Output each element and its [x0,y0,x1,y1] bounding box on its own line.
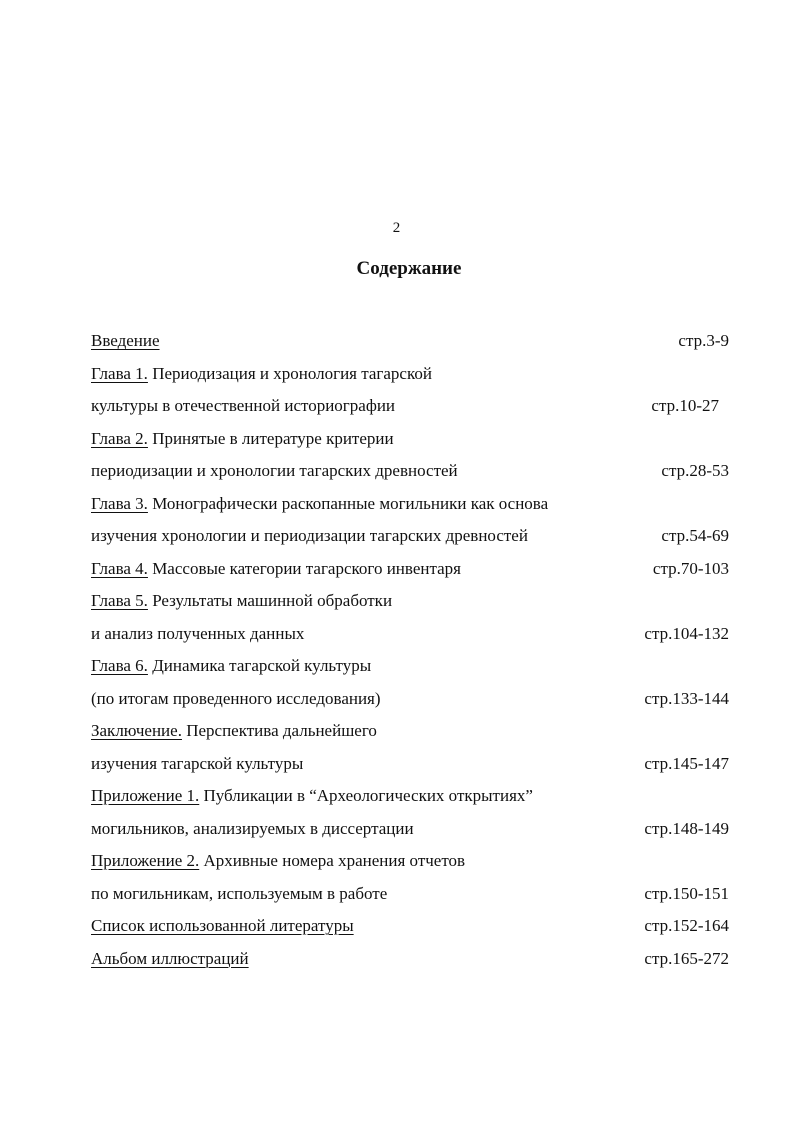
toc-entry-title-cont: изучения хронологии и периодизации тагарских древностей [91,526,528,545]
toc-entry-label[interactable]: Список использованной литературы [91,916,354,935]
toc-entry-pages: стр.54-69 [661,526,729,545]
toc-entry-appendix-2-cont [91,881,731,914]
toc-entry-appendix-1-cont [91,816,731,849]
toc-entry-title: Принятые в литературе критерии [147,428,394,448]
toc-entry-pages: стр.145-147 [644,753,729,773]
toc-entry-label[interactable]: Глава 2. [91,428,148,448]
toc-entry-chapter-6-cont [91,686,731,719]
toc-entry-title-cont: могильников, анализируемых в диссертации [91,818,414,838]
toc-entry-title: Архивные номера хранения отчетов [199,851,466,870]
toc-entry-title-cont: по могильникам, используемым в работе [91,883,388,903]
toc-entry-label[interactable]: Приложение 2. [91,851,200,870]
toc-entry-introduction [91,328,731,361]
toc-entry-title-cont: и анализ полученных данных [91,623,305,643]
toc-entry-chapter-5-cont [91,621,731,654]
toc-entry-label[interactable]: Глава 3. [91,493,148,513]
toc-entry-label[interactable]: Приложение 1. [91,786,200,805]
toc-entry-title: Динамика тагарской культуры [147,656,372,675]
toc-entry-pages: стр.104-132 [644,623,729,643]
table-of-contents [91,328,731,978]
toc-entry-title-cont: (по итогам проведенного исследования) [91,688,381,708]
toc-entry-chapter-4 [91,556,731,589]
toc-entry-conclusion [91,718,731,751]
toc-entry-title-cont: культуры в отечественной историографии [91,396,396,415]
toc-entry-title: Массовые категории тагарского инвентаря [147,558,461,578]
toc-entry-appendix-2 [91,848,731,881]
toc-entry-chapter-5 [91,588,731,621]
toc-entry-label[interactable]: Глава 1. [91,363,148,383]
toc-entry-illustrations [91,946,731,979]
page-number: 2 [392,220,401,236]
toc-entry-label[interactable]: Глава 5. [91,591,148,610]
toc-entry-chapter-2 [91,426,731,459]
toc-entry-label[interactable]: Глава 6. [91,656,148,675]
toc-entry-chapter-1-cont [91,393,731,426]
toc-entry-label[interactable]: Альбом иллюстраций [91,948,249,968]
toc-entry-title-cont: изучения тагарской культуры [91,753,304,773]
toc-entry-title: Перспектива дальнейшего [181,721,377,740]
toc-entry-chapter-2-cont [91,458,731,491]
toc-entry-appendix-1 [91,783,731,816]
toc-entry-chapter-6 [91,653,731,686]
toc-entry-title: Результаты машинной обработки [147,591,393,610]
toc-entry-pages: стр.152-164 [644,916,729,935]
page-title: Содержание [356,258,462,279]
toc-entry-conclusion-cont [91,751,731,784]
toc-entry-title: Периодизация и хронология тагарской [147,363,432,383]
toc-entry-title-cont: периодизации и хронологии тагарских древностей [91,461,458,480]
toc-entry-label[interactable]: Глава 4. [91,558,148,578]
toc-entry-pages: стр.3-9 [678,331,729,350]
toc-entry-pages: стр.10-27 [651,396,719,415]
toc-entry-pages: стр.133-144 [644,688,729,708]
toc-entry-pages: стр.70-103 [652,558,729,578]
toc-entry-chapter-3-cont [91,523,731,556]
toc-entry-label[interactable]: Заключение. [91,721,182,740]
toc-entry-pages: стр.148-149 [644,818,729,838]
toc-entry-chapter-3 [91,491,731,524]
toc-entry-pages: стр.165-272 [644,948,729,968]
toc-entry-title: Публикации в “Археологических открытиях” [199,786,533,805]
toc-entry-bibliography [91,913,731,946]
toc-entry-label[interactable]: Введение [91,331,160,350]
toc-entry-chapter-1 [91,361,731,394]
toc-entry-pages: стр.28-53 [661,461,729,480]
toc-entry-pages: стр.150-151 [644,883,729,903]
toc-entry-title: Монографически раскопанные могильники как основа [147,493,549,513]
